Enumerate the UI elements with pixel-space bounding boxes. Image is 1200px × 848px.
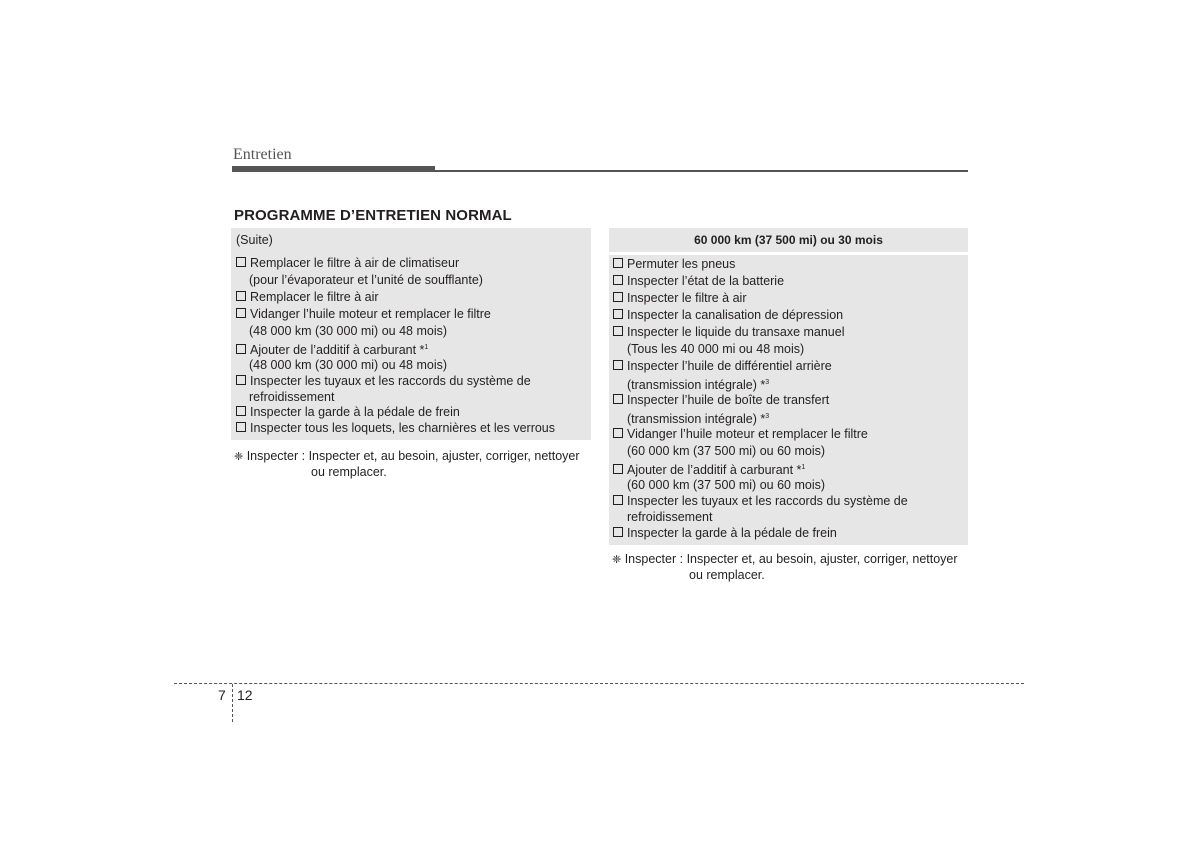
left-item-6 <box>236 404 460 420</box>
right-item-5 <box>613 324 845 340</box>
checkbox-icon <box>613 326 623 336</box>
checkbox-icon <box>613 527 623 537</box>
right-item-4-line1: Inspecter la canalisation de dépression <box>627 308 844 322</box>
left-item-7-line1: Inspecter tous les loquets, les charnières et les verrous <box>250 421 556 435</box>
note-symbol-icon: ❈ <box>234 451 244 463</box>
left-item-6-line1: Inspecter la garde à la pédale de frein <box>250 405 460 419</box>
footer-page-number: 12 <box>237 687 253 703</box>
right-item-1 <box>613 256 735 272</box>
checkbox-icon <box>613 258 623 268</box>
checkbox-icon <box>236 422 246 432</box>
right-item-6-line1: Inspecter l’huile de différentiel arrière <box>627 359 832 373</box>
right-item-11-line1: Inspecter la garde à la pédale de frein <box>627 526 837 540</box>
checkbox-icon <box>613 275 623 285</box>
checkbox-icon <box>613 495 623 505</box>
checkbox-icon <box>236 344 246 354</box>
right-item-3 <box>613 290 747 306</box>
left-item-3-line1: Vidanger l’huile moteur et remplacer le filtre <box>250 307 491 321</box>
left-item-4-line1: Ajouter de l’additif à carburant * <box>250 343 425 357</box>
left-item-1-line2: (pour l’évaporateur et l’unité de soufflante) <box>249 273 483 287</box>
footer-chapter-number: 7 <box>218 687 226 703</box>
right-item-7-line2 <box>627 409 769 427</box>
left-item-5-line2: refroidissement <box>249 390 335 404</box>
checkbox-icon <box>236 257 246 267</box>
right-item-2-line1: Inspecter l’état de la batterie <box>627 274 785 288</box>
right-item-9-line2: (60 000 km (37 500 mi) ou 60 mois) <box>627 478 826 492</box>
checkbox-icon <box>236 375 246 385</box>
note-label: Inspecter : <box>246 449 306 463</box>
right-item-5-line1: Inspecter le liquide du transaxe manuel <box>627 325 845 339</box>
left-item-3-line2: (48 000 km (30 000 mi) ou 48 mois) <box>249 324 448 338</box>
note-symbol-icon: ❈ <box>612 554 622 566</box>
footnote-ref: 3 <box>765 413 770 420</box>
right-heading: 60 000 km (37 500 mi) ou 30 mois <box>694 233 883 247</box>
right-item-5-line2: (Tous les 40 000 mi ou 48 mois) <box>627 342 805 356</box>
checkbox-icon <box>613 292 623 302</box>
left-item-1-line1: Remplacer le filtre à air de climatiseur <box>250 256 460 270</box>
footer-dashed-line <box>174 683 1024 684</box>
header-rule-thin <box>232 170 968 172</box>
left-continued-label: (Suite) <box>236 233 273 247</box>
note-text-line1: Inspecter et, au besoin, ajuster, corriger, nettoyer <box>686 552 958 566</box>
note-text-line1: Inspecter et, au besoin, ajuster, corriger, nettoyer <box>308 449 580 463</box>
left-item-2 <box>236 289 379 305</box>
note-label: Inspecter : <box>624 552 684 566</box>
right-item-3-line1: Inspecter le filtre à air <box>627 291 747 305</box>
left-item-4-line2: (48 000 km (30 000 mi) ou 48 mois) <box>249 358 448 372</box>
checkbox-icon <box>613 464 623 474</box>
right-item-7-line1: Inspecter l’huile de boîte de transfert <box>627 393 830 407</box>
right-note <box>612 551 958 568</box>
checkbox-icon <box>236 406 246 416</box>
right-item-1-line1: Permuter les pneus <box>627 257 736 271</box>
left-item-2-line1: Remplacer le filtre à air <box>250 290 379 304</box>
right-item-6 <box>613 358 832 374</box>
checkbox-icon <box>613 394 623 404</box>
right-item-11 <box>613 525 837 541</box>
right-item-6-line2-text: (transmission intégrale) * <box>627 378 766 392</box>
right-item-6-line2 <box>627 375 769 393</box>
right-item-9 <box>613 460 805 478</box>
checkbox-icon <box>613 428 623 438</box>
right-item-4 <box>613 307 843 323</box>
right-item-10-line1: Inspecter les tuyaux et les raccords du système de <box>627 494 908 508</box>
left-item-7 <box>236 420 555 436</box>
right-item-8-line1: Vidanger l’huile moteur et remplacer le filtre <box>627 427 868 441</box>
right-item-8-line2: (60 000 km (37 500 mi) ou 60 mois) <box>627 444 826 458</box>
checkbox-icon <box>613 309 623 319</box>
right-item-8 <box>613 426 868 442</box>
section-title: PROGRAMME D’ENTRETIEN NORMAL <box>234 207 512 224</box>
right-item-9-line1: Ajouter de l’additif à carburant * <box>627 463 802 477</box>
left-item-1 <box>236 255 459 271</box>
left-item-3 <box>236 306 491 322</box>
checkbox-icon <box>236 291 246 301</box>
right-item-7 <box>613 392 829 408</box>
right-item-10 <box>613 493 908 509</box>
checkbox-icon <box>236 308 246 318</box>
left-note <box>234 448 580 465</box>
right-note-line2: ou remplacer. <box>689 568 765 582</box>
right-item-2 <box>613 273 784 289</box>
footer-vertical-dashed-line <box>232 684 233 722</box>
right-item-10-line2: refroidissement <box>627 510 713 524</box>
left-note-line2: ou remplacer. <box>311 465 387 479</box>
footnote-ref: 1 <box>424 344 429 351</box>
checkbox-icon <box>613 360 623 370</box>
left-item-5 <box>236 373 531 389</box>
right-item-7-line2-text: (transmission intégrale) * <box>627 412 766 426</box>
page-header-title: Entretien <box>233 146 292 163</box>
footnote-ref: 3 <box>765 379 770 386</box>
footnote-ref: 1 <box>801 464 806 471</box>
left-item-5-line1: Inspecter les tuyaux et les raccords du système de <box>250 374 531 388</box>
left-item-4 <box>236 340 428 358</box>
